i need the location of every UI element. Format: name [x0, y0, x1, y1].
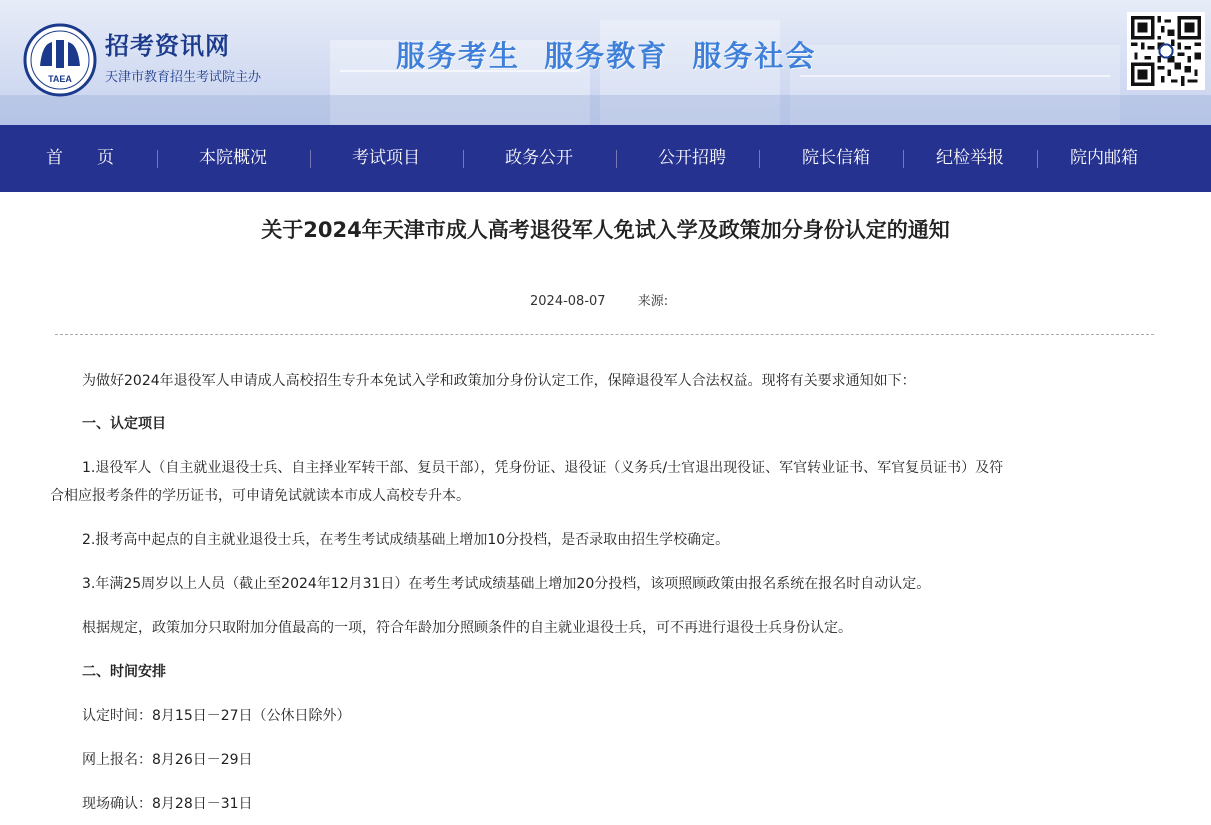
title-divider: [55, 334, 1154, 335]
article-meta: [530, 290, 668, 309]
taea-logo-icon[interactable]: [22, 22, 98, 98]
site-subtitle: 天津市教育招生考试院主办: [105, 70, 262, 85]
site-header: [0, 0, 1211, 125]
list-item-1-line1: 1.退役军人（自主就业退役士兵、自主择业军转干部、复员干部），凭身份证、退役证（义务兵/士官退出现役证、军官转业证书、军官复员证书）及符: [82, 460, 1004, 476]
nav-item-public-affairs[interactable]: 政务公开: [505, 148, 573, 168]
schedule-item: 现场确认：8月28日－31日: [82, 796, 253, 812]
nav-separator: [157, 150, 158, 168]
schedule-item: 认定时间：8月15日－27日（公休日除外）: [82, 708, 351, 724]
article-source-label: 来源:: [637, 294, 669, 309]
nav-item-exams[interactable]: 考试项目: [352, 148, 420, 168]
nav-separator: [759, 150, 760, 168]
nav-separator: [1037, 150, 1038, 168]
header-background-ground: [0, 95, 1211, 125]
list-item-3: 3.年满25周岁以上人员（截止至2024年12月31日）在考生考试成绩基础上增加20分投档，该项照顾政策由报名系统在报名时自动认定。: [82, 576, 931, 592]
logo-text: TAEA: [48, 74, 72, 84]
schedule-item: 网上报名：8月26日－29日: [82, 752, 253, 768]
section-heading: 二、时间安排: [82, 664, 166, 680]
article-intro: 为做好2024年退役军人申请成人高校招生专升本免试入学和政策加分身份认定工作，保障退役军人合法权益。现将有关要求通知如下：: [82, 373, 916, 389]
header-slogan: 服务考生 服务教育 服务社会: [396, 39, 817, 73]
article-date: 2024-08-07: [530, 294, 606, 309]
list-item-2: 2.报考高中起点的自主就业退役士兵，在考生考试成绩基础上增加10分投档，是否录取由招生学校确定。: [82, 532, 730, 548]
nav-item-internal-mail[interactable]: 院内邮箱: [1070, 148, 1138, 168]
nav-separator: [310, 150, 311, 168]
rule-note: 根据规定，政策加分只取附加分值最高的一项，符合年龄加分照顾条件的自主就业退役士兵，可不再进行退役士兵身份认定。: [82, 620, 852, 636]
nav-separator: [616, 150, 617, 168]
header-decor-line: [800, 75, 1110, 77]
nav-item-home[interactable]: 首 页: [46, 148, 114, 168]
nav-item-discipline-report[interactable]: 纪检举报: [936, 148, 1004, 168]
nav-separator: [903, 150, 904, 168]
section-heading: 一、认定项目: [82, 416, 166, 432]
qr-code-icon: [1127, 12, 1205, 90]
nav-item-director-mailbox[interactable]: 院长信箱: [802, 148, 870, 168]
site-name[interactable]: 招考资讯网: [105, 31, 230, 60]
nav-item-about[interactable]: 本院概况: [199, 148, 267, 168]
main-nav: [0, 125, 1211, 192]
nav-separator: [463, 150, 464, 168]
nav-item-recruitment[interactable]: 公开招聘: [658, 148, 726, 168]
article-title: 关于2024年天津市成人高考退役军人免试入学及政策加分身份认定的通知: [261, 218, 950, 242]
list-item-1-line2: 合相应报考条件的学历证书，可申请免试就读本市成人高校专升本。: [50, 488, 470, 504]
